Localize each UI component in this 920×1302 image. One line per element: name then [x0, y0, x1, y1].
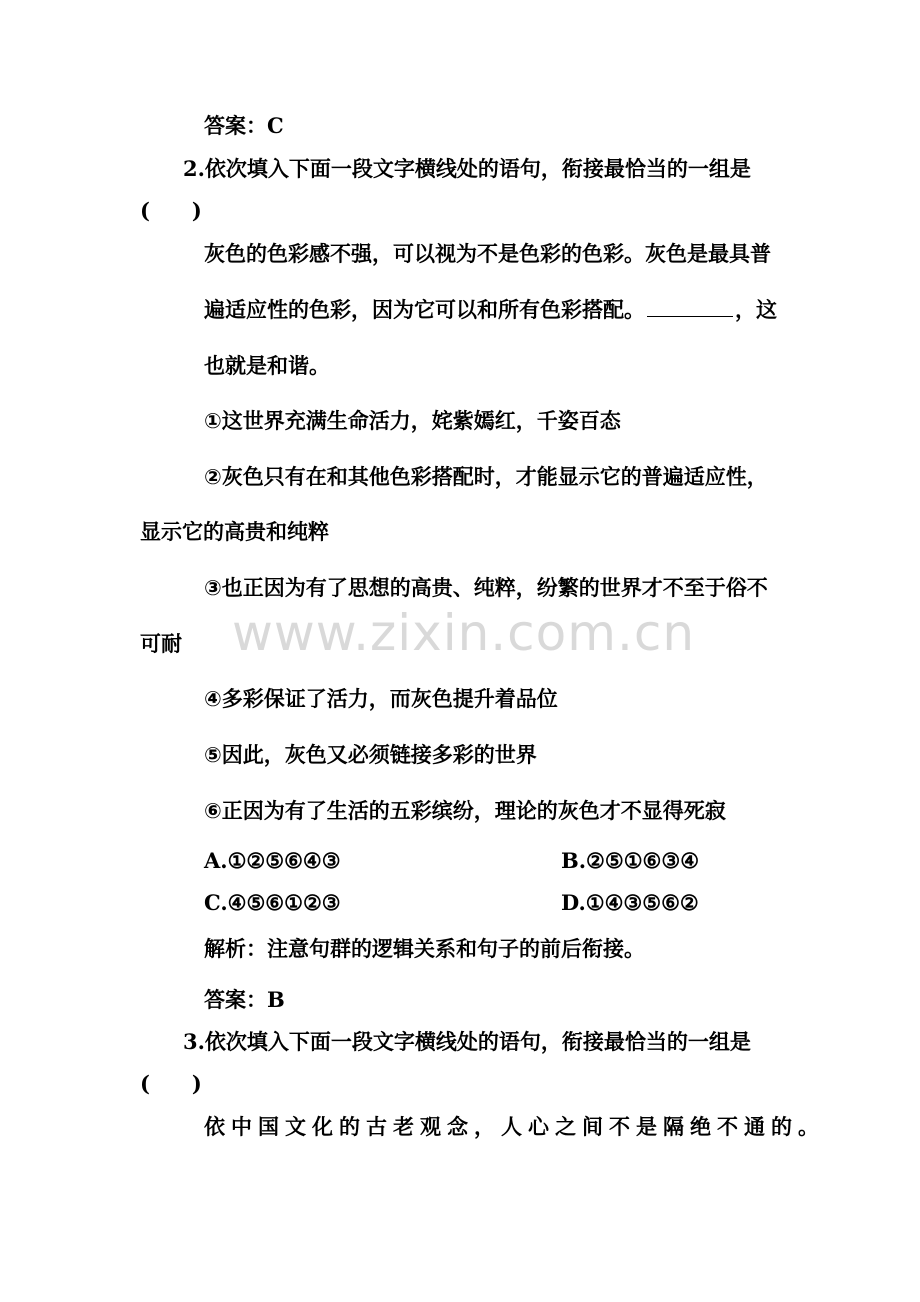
option-d: D.①④③⑤⑥②: [561, 890, 699, 915]
q2-passage-line2-text: 遍适应性的色彩，因为它可以和所有色彩搭配。: [204, 298, 645, 322]
option-a: A.①②⑤⑥④③: [204, 848, 341, 873]
q2-passage-line3: 也就是和谐。: [204, 354, 330, 378]
sentence-6: ⑥正因为有了生活的五彩缤纷，理论的灰色才不显得死寂: [204, 799, 726, 823]
sentence-3-line1: ③也正因为有了思想的高贵、纯粹，纷繁的世界才不至于俗不: [204, 576, 768, 600]
sentence-3-line2: 可耐: [140, 632, 182, 656]
q2-answer: 答案：B: [204, 987, 285, 1012]
q2-passage-line2-tail: ，这: [735, 298, 777, 322]
option-c: C.④⑤⑥①②③: [204, 890, 341, 915]
sentence-1: ①这世界充满生命活力，姹紫嫣红，千姿百态: [204, 409, 621, 433]
sentence-2-line2: 显示它的高贵和纯粹: [140, 520, 329, 544]
sentence-2-line1: ②灰色只有在和其他色彩搭配时，才能显示它的普遍适应性，: [204, 465, 768, 489]
option-b: B.②⑤①⑥③④: [561, 848, 700, 873]
q3-passage-line1: 依中国文化的古老观念，人心之间不是隔绝不通的。: [204, 1115, 825, 1139]
watermark: www.zixin.com.cn: [232, 604, 696, 662]
q3-stem: 3.依次填入下面一段文字横线处的语句，衔接最恰当的一组是: [183, 1029, 751, 1054]
q2-passage-line2: [204, 296, 777, 324]
q2-stem: 2.依次填入下面一段文字横线处的语句，衔接最恰当的一组是: [183, 156, 751, 181]
q3-stem-paren: ( ): [140, 1071, 202, 1096]
fill-in-blank: [647, 298, 733, 317]
sentence-5: ⑤因此，灰色又必须链接多彩的世界: [204, 743, 537, 767]
q2-stem-paren: ( ): [140, 198, 202, 223]
q2-analysis: 解析：注意句群的逻辑关系和句子的前后衔接。: [204, 936, 645, 961]
q1-answer: 答案：C: [204, 113, 284, 138]
sentence-4: ④多彩保证了活力，而灰色提升着品位: [204, 687, 558, 711]
q2-passage-line1: 灰色的色彩感不强，可以视为不是色彩的色彩。灰色是最具普: [204, 242, 771, 266]
